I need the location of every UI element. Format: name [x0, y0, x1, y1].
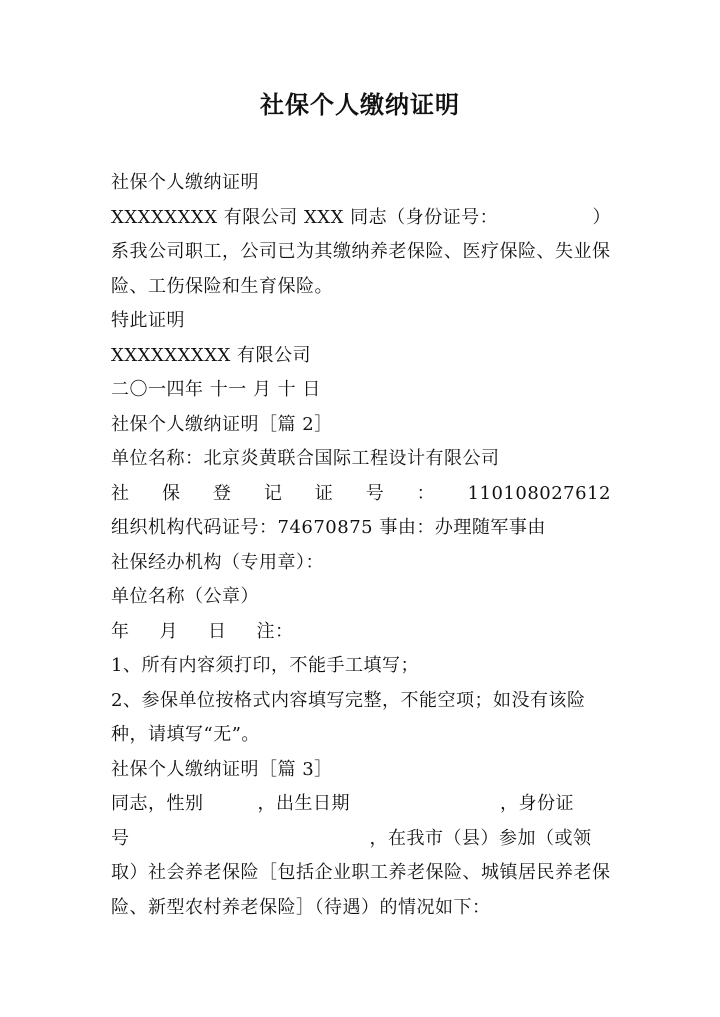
document-title: 社保个人缴纳证明: [260, 90, 460, 119]
reg-char: 登: [212, 482, 232, 504]
personal-info-line-1: [111, 787, 611, 822]
certify-text: 特此证明: [111, 310, 185, 331]
id-number-line: [111, 201, 611, 236]
company-name: XXXXXXXXX 有限公司: [111, 344, 312, 366]
issue-date: 二〇一四年 十一 月 十 日: [111, 379, 321, 400]
section-1-heading: 社保个人缴纳证明: [111, 172, 259, 193]
personal-info-line-2: [111, 822, 611, 857]
date-note-line: [111, 615, 611, 650]
day-label: 日: [208, 620, 227, 642]
birth-label: ，出生日期: [257, 793, 350, 814]
note-item-1: 1、所有内容须打印，不能手工填写；: [111, 655, 419, 676]
reg-char: 证: [314, 482, 334, 504]
registration-number-line: [111, 477, 611, 512]
section-3-heading: 社保个人缴纳证明［篇 3］: [111, 758, 333, 780]
reg-char: 社: [111, 482, 130, 504]
number-label: 号: [111, 827, 130, 849]
id-line-close: ）: [592, 206, 611, 228]
pension-paragraph: 取）社会养老保险［包括企业职工养老保险、城镇居民养老保险、新型农村养老保险］（待遇）的情况如下：: [111, 862, 611, 918]
reg-char: 记: [263, 482, 283, 504]
id-label: ，身份证: [500, 793, 574, 814]
reg-char: 保: [161, 482, 181, 504]
comrade-sex-label: 同志，性别: [111, 793, 204, 814]
id-line-text: XXXXXXXX 有限公司 XXX 同志（身份证号：: [111, 206, 499, 228]
reg-char: ：: [416, 482, 436, 504]
unit-seal-line: 单位名称（公章）: [111, 586, 259, 607]
month-label: 月: [159, 620, 178, 642]
org-code-line: 组织机构代码证号：74670875 事由：办理随军事由: [111, 517, 546, 538]
document-body: [111, 166, 611, 925]
reg-char: 号: [365, 482, 385, 504]
note-item-2: 2、参保单位按格式内容填写完整，不能空项；如没有该险种，请填写“无”。: [111, 689, 586, 745]
unit-name-line: 单位名称：北京炎黄联合国际工程设计有限公司: [111, 448, 500, 469]
note-label: 注：: [256, 620, 294, 642]
participation-text: ，在我市（县）参加（或领: [369, 827, 592, 849]
section-2-heading: 社保个人缴纳证明［篇 2］: [111, 413, 333, 435]
employment-paragraph: 系我公司职工，公司已为其缴纳养老保险、医疗保险、失业保险、工伤保险和生育保险。: [111, 241, 611, 297]
agency-seal-line: 社保经办机构（专用章）：: [111, 551, 324, 573]
reg-number: 110108027612: [467, 482, 611, 504]
year-label: 年: [111, 620, 130, 642]
